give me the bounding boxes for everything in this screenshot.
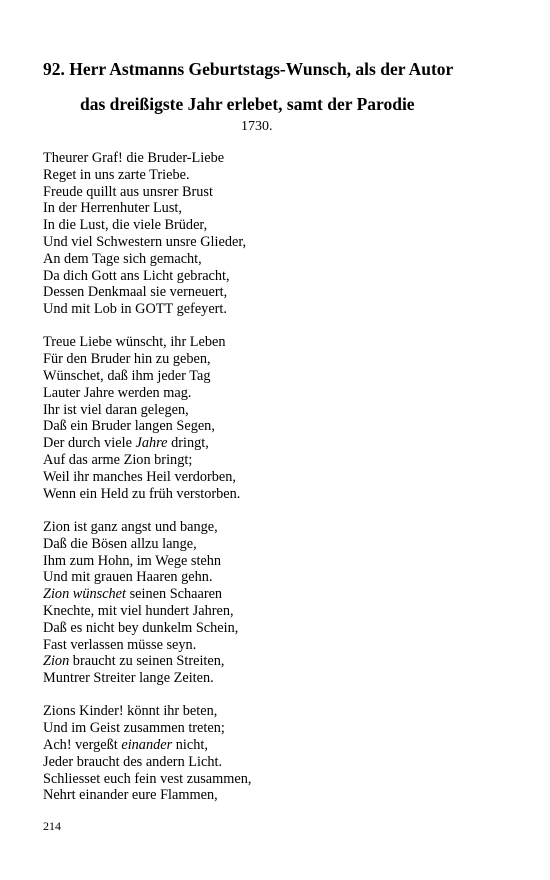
verse-line: Muntrer Streiter lange Zeiten. — [43, 670, 214, 687]
verse-line: Schliesset euch fein vest zusammen, — [43, 770, 252, 787]
verse-line: Daß ein Bruder langen Segen, — [43, 418, 215, 435]
verse-line: Wenn ein Held zu früh verstorben. — [43, 485, 241, 502]
verse-line: Weil ihr manches Heil verdorben, — [43, 468, 236, 485]
verse-line: Daß die Bösen allzu lange, — [43, 535, 197, 552]
verse-text: Der durch viele — [43, 435, 136, 452]
verse-emphasis: Zion — [43, 653, 70, 670]
stanza — [43, 334, 523, 502]
verse-line: Theurer Graf! die Bruder-Liebe — [43, 150, 225, 166]
page-number: 214 — [43, 819, 61, 833]
verse-line: Und mit grauen Haaren gehn. — [43, 569, 213, 586]
verse-line: Da dich Gott ans Licht gebracht, — [43, 267, 230, 284]
verse-line: Lauter Jahre werden mag. — [43, 384, 192, 401]
verse-line: Dessen Denkmaal sie verneuert, — [43, 284, 228, 301]
verse-line: An dem Tage sich gemacht, — [43, 250, 202, 267]
verse-line: In der Herrenhuter Lust, — [43, 200, 182, 217]
verse-text: dringt, — [167, 435, 209, 452]
verse-line: Für den Bruder hin zu geben, — [43, 351, 211, 368]
verse-line — [43, 737, 523, 754]
verse-line: In die Lust, die viele Brüder, — [43, 217, 208, 234]
verse-text: nicht, — [172, 737, 208, 753]
verse-line: Daß es nicht bey dunkelm Schein, — [43, 619, 239, 636]
verse-line: Ihr ist viel daran gelegen, — [43, 401, 189, 418]
verse-line: Fast verlassen müsse seyn. — [43, 636, 197, 653]
poem-title-line-2: das dreißigste Jahr erlebet, samt der Parodie — [80, 94, 415, 114]
verse-line: Ihm zum Hohn, im Wege stehn — [43, 552, 222, 569]
stanza — [43, 150, 523, 318]
poem-title-line-1: 92. Herr Astmanns Geburtstags-Wunsch, als der Autor — [43, 59, 454, 79]
verse-line: Zions Kinder! könnt ihr beten, — [43, 703, 218, 720]
verse-line: Knechte, mit viel hundert Jahren, — [43, 602, 234, 619]
verse-line: Und viel Schwestern unsre Glieder, — [43, 233, 247, 250]
verse-emphasis: einander — [121, 737, 173, 753]
verse-line — [43, 435, 523, 452]
verse-line: Nehrt einander eure Flammen, — [43, 787, 218, 804]
verse-line — [43, 586, 523, 603]
verse-emphasis: Jahre — [135, 435, 168, 452]
verse-line: Zion ist ganz angst und bange, — [43, 518, 218, 535]
stanza — [43, 703, 523, 804]
poem-year: 1730. — [241, 119, 273, 134]
verse-line: Reget in uns zarte Triebe. — [43, 166, 190, 183]
verse-line: Auf das arme Zion bringt; — [43, 452, 193, 469]
verse-text: Ach! vergeßt — [43, 737, 122, 753]
verse-line — [43, 653, 523, 670]
verse-line: Jeder braucht des andern Licht. — [43, 753, 223, 770]
verse-line: Und im Geist zusammen treten; — [43, 720, 225, 737]
verse-emphasis: Zion wünschet — [43, 586, 127, 603]
stanza — [43, 519, 523, 687]
verse-text: braucht zu seinen Streiten, — [69, 653, 225, 670]
poem-body — [43, 150, 523, 821]
verse-line: Treue Liebe wünscht, ihr Leben — [43, 334, 226, 351]
verse-line: Wünschet, daß ihm jeder Tag — [43, 368, 211, 385]
verse-line: Freude quillt aus unsrer Brust — [43, 183, 213, 200]
verse-line: Und mit Lob in GOTT gefeyert. — [43, 301, 227, 318]
verse-text: seinen Schaaren — [126, 586, 223, 603]
